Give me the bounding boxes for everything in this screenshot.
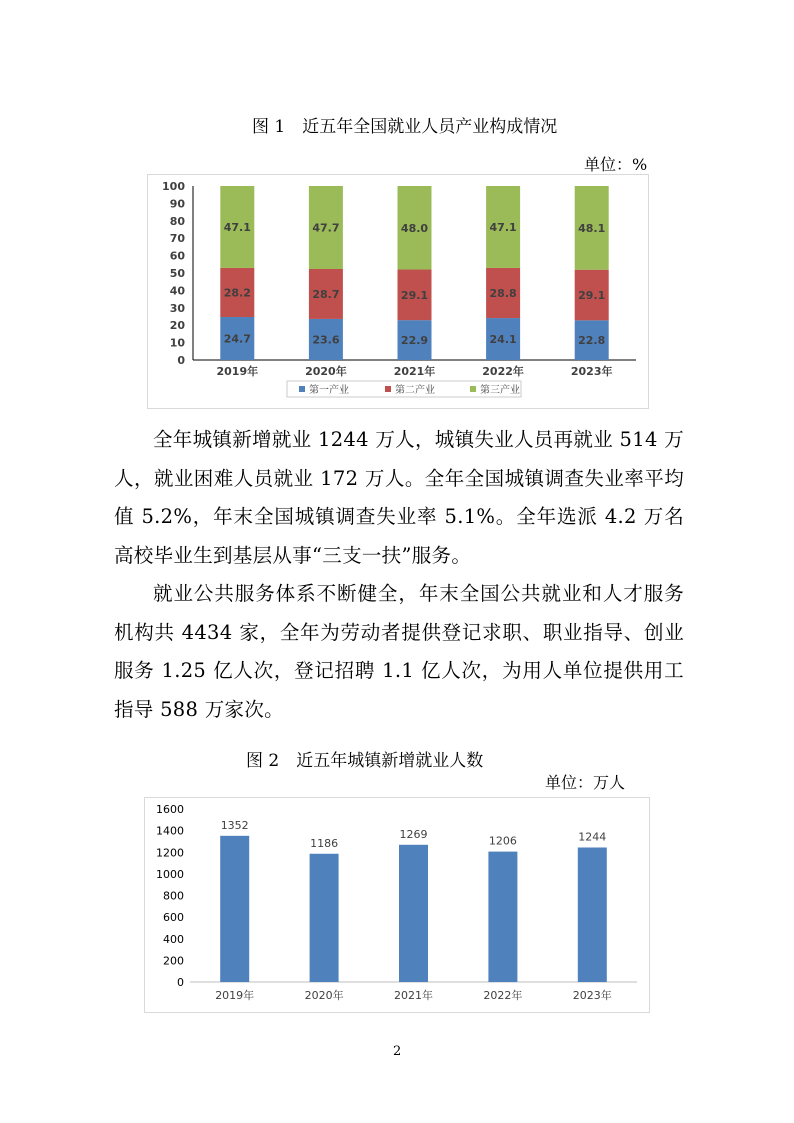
bar <box>220 836 249 982</box>
data-label: 28.2 <box>223 286 251 300</box>
legend-swatch <box>470 386 476 392</box>
y-tick-label: 40 <box>169 284 185 298</box>
data-label: 47.7 <box>312 221 340 235</box>
chart1-stacked-bar <box>148 175 648 408</box>
y-tick-label: 70 <box>169 232 185 246</box>
data-label: 1352 <box>220 818 249 832</box>
x-tick-label: 2022年 <box>482 365 524 378</box>
x-tick-label: 2022年 <box>483 989 523 1002</box>
body-text <box>114 421 684 729</box>
figure2-title: 图 2 近五年城镇新增就业人数 <box>246 751 484 771</box>
legend-swatch <box>385 386 391 392</box>
x-tick-label: 2021年 <box>393 365 436 378</box>
y-tick-label: 80 <box>169 214 185 228</box>
paragraph-1: 全年城镇新增就业 1244 万人，城镇失业人员再就业 514 万人，就业困难人员就业 172 万人。全年全国城镇调查失业率平均值 5.2%，年末全国城镇调查失业率 5.1%。全年选派 4.2 万名高校毕业生到基层从事“三支一扶”服务。 <box>114 428 684 567</box>
y-tick-label: 30 <box>169 301 185 315</box>
figure1-unit: 单位：% <box>584 155 648 174</box>
x-tick-label: 2020年 <box>305 365 347 378</box>
x-tick-label: 2020年 <box>304 989 344 1002</box>
y-tick-label: 0 <box>177 354 185 367</box>
data-label: 48.0 <box>400 221 429 235</box>
figure2-unit: 单位：万人 <box>545 773 626 792</box>
y-tick-label: 0 <box>177 976 184 989</box>
chart2-frame <box>144 797 650 1013</box>
legend-label: 第一产业 <box>309 385 349 396</box>
data-label: 1269 <box>399 827 428 841</box>
data-label: 28.7 <box>312 287 340 301</box>
data-label: 1186 <box>310 836 339 850</box>
y-tick-label: 1600 <box>156 803 184 816</box>
bar <box>310 854 339 982</box>
legend-swatch <box>299 386 305 392</box>
data-label: 29.1 <box>400 288 429 302</box>
y-tick-label: 90 <box>169 197 185 211</box>
paragraph-2: 就业公共服务体系不断健全，年末全国公共就业和人才服务机构共 4434 家，全年为劳动者提供登记求职、职业指导、创业服务 1.25 亿人次，登记招聘 1.1 亿人次，为用人单位提供用工指导 588 万家次。 <box>114 582 684 721</box>
y-tick-label: 200 <box>163 954 184 968</box>
data-label: 23.6 <box>312 333 340 347</box>
chart1-frame <box>147 174 649 409</box>
bar <box>399 845 428 982</box>
y-tick-label: 20 <box>169 319 185 333</box>
x-tick-label: 2023年 <box>570 365 613 378</box>
y-tick-label: 400 <box>163 932 184 946</box>
data-label: 22.8 <box>578 334 606 348</box>
y-tick-label: 1200 <box>156 846 184 860</box>
data-label: 24.7 <box>223 332 251 346</box>
x-tick-label: 2019年 <box>216 365 259 378</box>
y-tick-label: 100 <box>162 180 185 193</box>
x-tick-label: 2023年 <box>572 989 612 1002</box>
y-tick-label: 1000 <box>156 867 184 881</box>
legend-label: 第二产业 <box>395 385 435 396</box>
page-number: 2 <box>393 1044 402 1059</box>
data-label: 28.8 <box>489 287 517 301</box>
data-label: 1244 <box>578 830 607 844</box>
bar <box>488 852 517 982</box>
x-tick-label: 2021年 <box>394 989 433 1002</box>
data-label: 47.1 <box>223 220 251 234</box>
chart2-bar <box>145 798 649 1012</box>
figure1-title: 图 1 近五年全国就业人员产业构成情况 <box>252 117 558 137</box>
data-label: 48.1 <box>578 221 606 235</box>
x-tick-label: 2019年 <box>215 989 255 1002</box>
legend-label: 第三产业 <box>480 385 520 396</box>
data-label: 47.1 <box>489 220 517 234</box>
data-label: 24.1 <box>489 333 517 347</box>
data-label: 1206 <box>488 834 517 848</box>
y-tick-label: 50 <box>169 267 185 280</box>
y-tick-label: 1400 <box>156 824 184 838</box>
bar <box>578 847 607 982</box>
y-tick-label: 800 <box>163 889 184 903</box>
y-tick-label: 600 <box>163 911 184 925</box>
y-tick-label: 10 <box>169 336 185 350</box>
y-tick-label: 60 <box>169 249 185 263</box>
data-label: 22.9 <box>400 334 429 348</box>
data-label: 29.1 <box>578 289 606 303</box>
